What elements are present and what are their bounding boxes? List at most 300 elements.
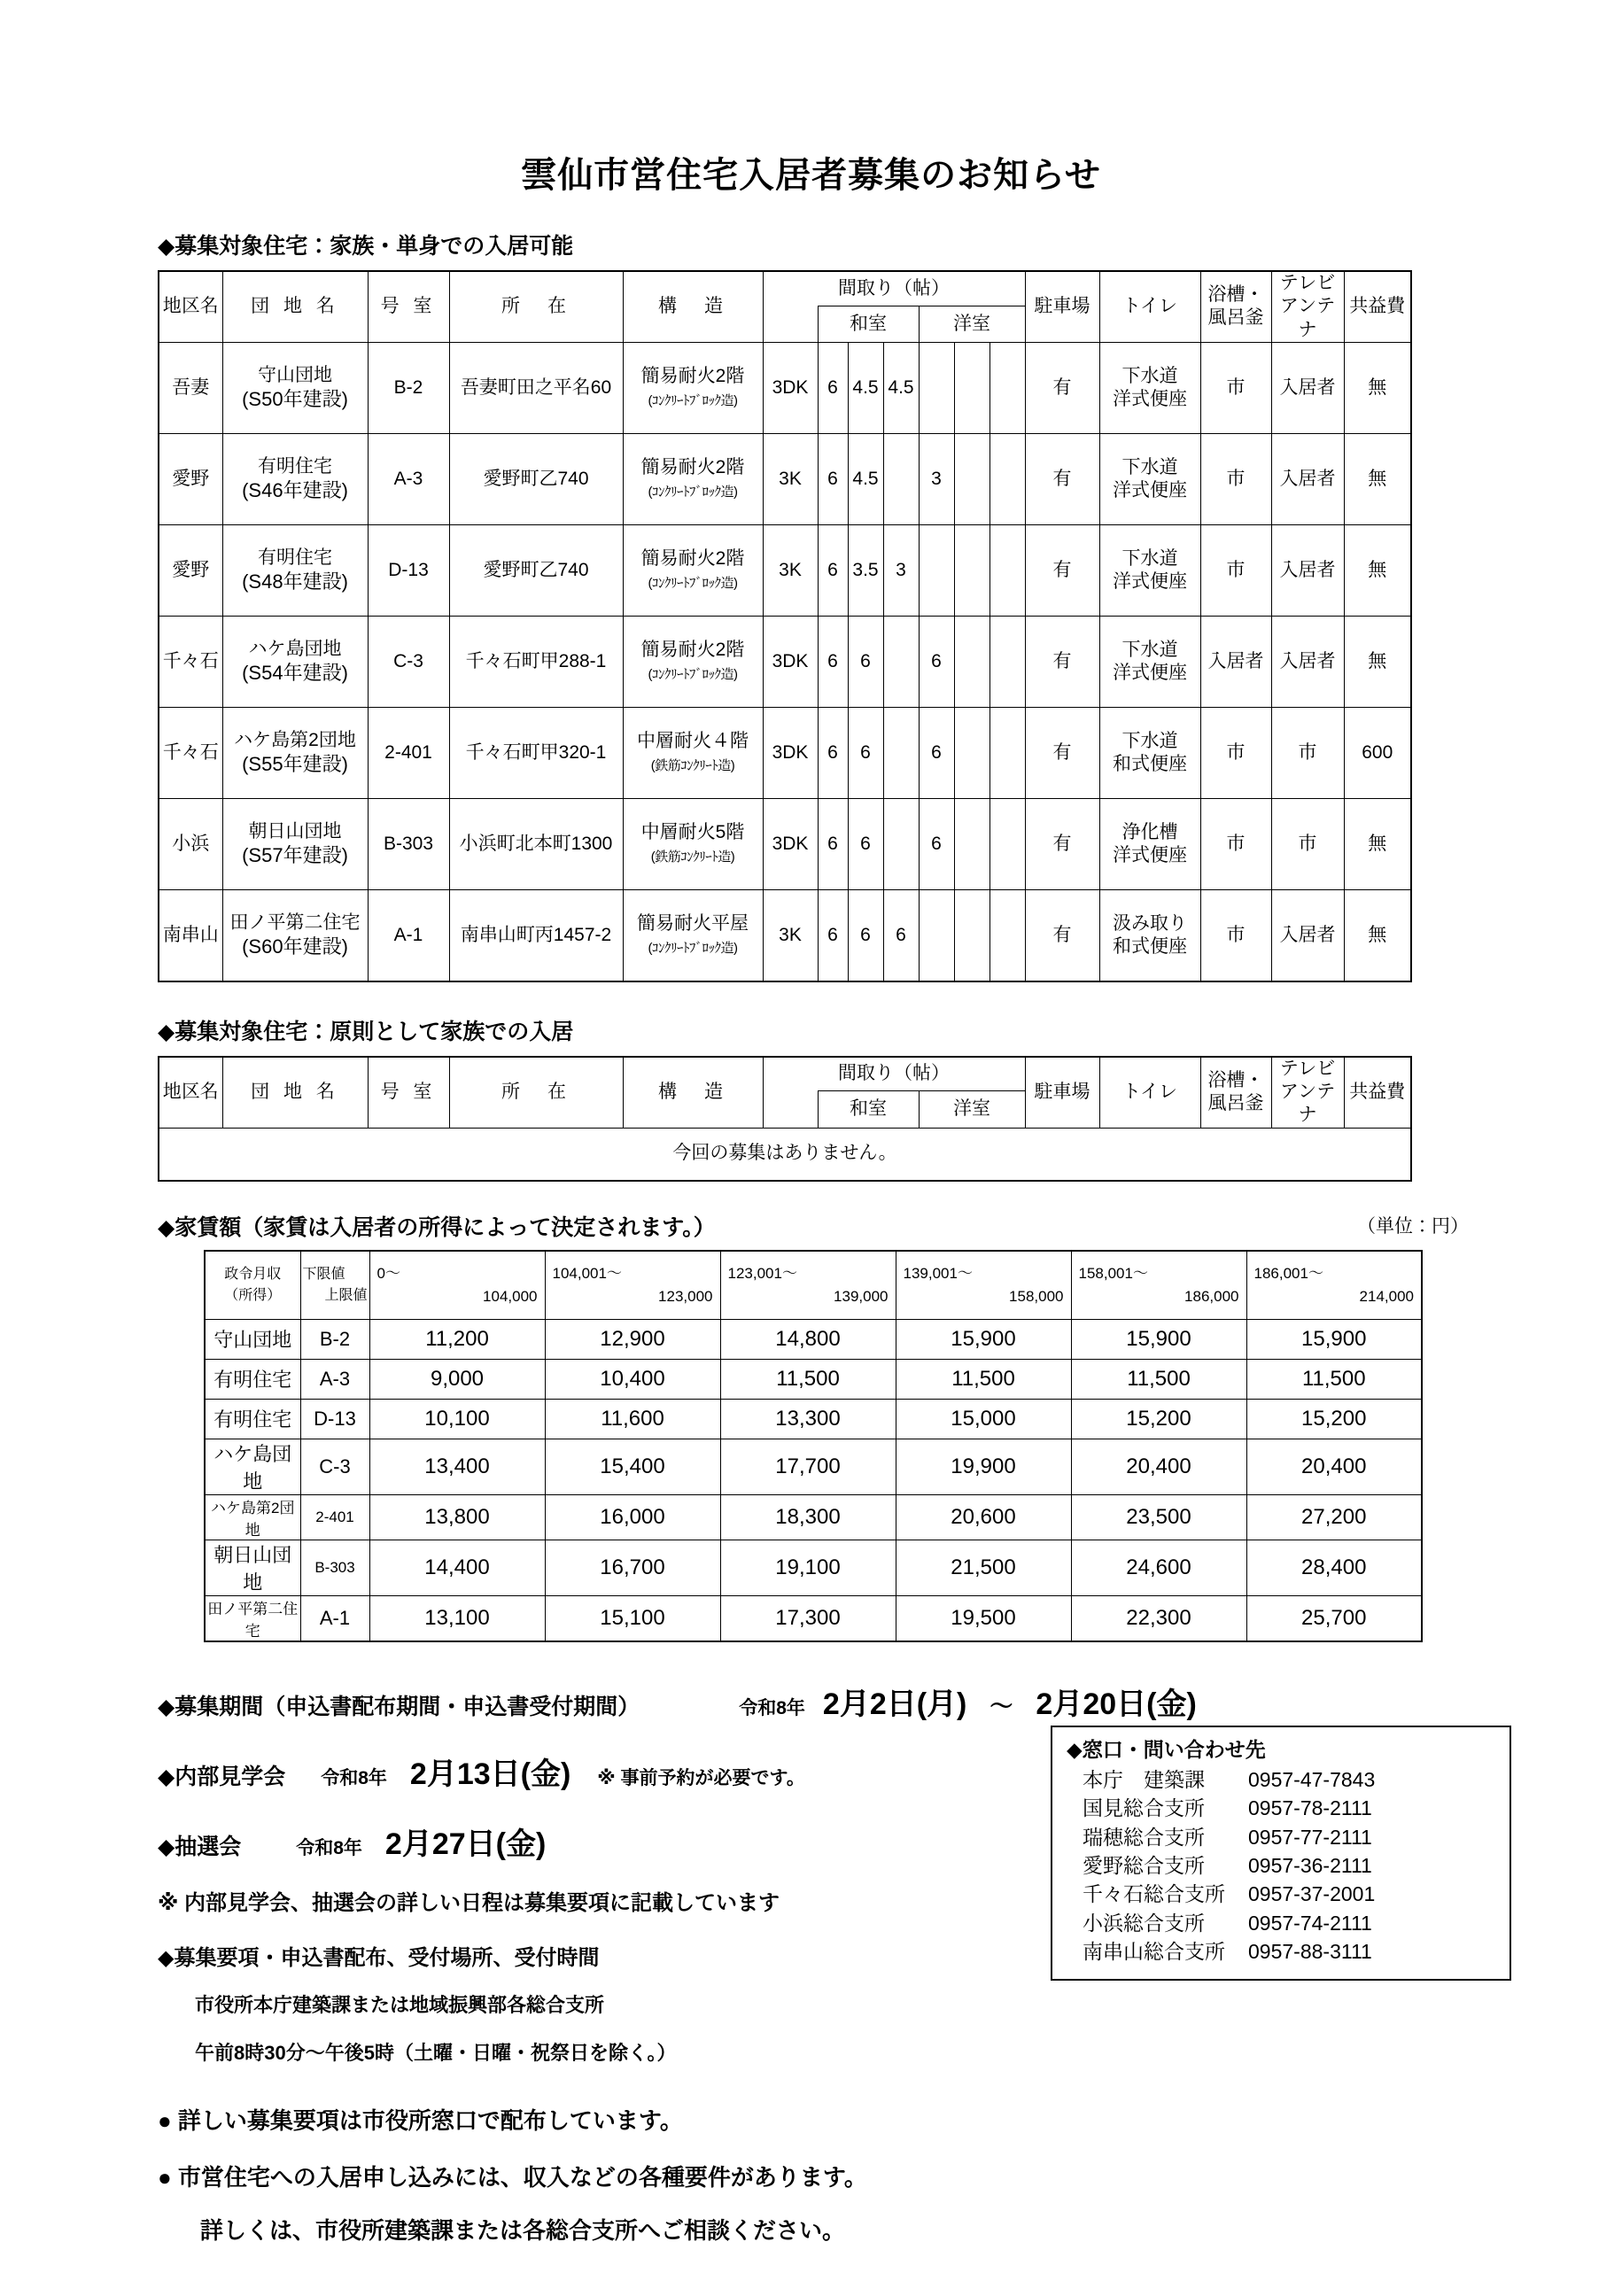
cell-tv-antenna: 入居者 bbox=[1271, 433, 1344, 524]
col2-layout-group: 間取り（帖） bbox=[763, 1057, 1025, 1091]
rent-value-1: 13,800 bbox=[369, 1494, 545, 1540]
housing-table-family-only bbox=[158, 1056, 1412, 1182]
bracket-lower: 104,001～ bbox=[552, 1265, 622, 1282]
rent-value-2: 15,100 bbox=[545, 1595, 720, 1641]
col-complex: 団 地 名 bbox=[222, 271, 368, 342]
rent-bracket-6 bbox=[1246, 1251, 1422, 1320]
toilet-sewage: 汲み取り bbox=[1113, 912, 1187, 934]
cell-complex-name bbox=[222, 707, 368, 798]
application-heading: ◆募集要項・申込書配布、受付場所、受付時間 bbox=[158, 1945, 600, 1970]
rent-value-3: 11,500 bbox=[720, 1359, 896, 1399]
rent-complex-name: ハケ島第2団地 bbox=[205, 1494, 300, 1540]
cell-room-no: 2-401 bbox=[368, 707, 449, 798]
notice-distribution: ● 詳しい募集要項は市役所窓口で配布しています。 bbox=[158, 2106, 683, 2134]
contact-row bbox=[1067, 1765, 1375, 1794]
col-tv-line1: テレビ bbox=[1279, 273, 1336, 293]
cell-common-fee: 無 bbox=[1344, 616, 1411, 707]
contact-phone[interactable]: 0957-88-3111 bbox=[1248, 1940, 1372, 1964]
cell-washitsu-3: 6 bbox=[883, 889, 919, 981]
contact-office: 愛野総合支所 bbox=[1083, 1854, 1205, 1878]
cell-room-no: A-3 bbox=[368, 433, 449, 524]
structure-type: 中層耐火5階 bbox=[640, 821, 745, 842]
rent-value-4: 15,000 bbox=[896, 1399, 1071, 1439]
cell-district: 小浜 bbox=[159, 798, 222, 889]
cell-district: 愛野 bbox=[159, 524, 222, 616]
rent-limit-lower: 下限値 bbox=[302, 1267, 345, 1283]
bracket-lower: 139,001～ bbox=[903, 1265, 973, 1282]
cell-bath: 市 bbox=[1200, 798, 1271, 889]
cell-layout: 3K bbox=[763, 433, 818, 524]
cell-common-fee: 無 bbox=[1344, 889, 1411, 981]
col2-common-fee: 共益費 bbox=[1344, 1057, 1411, 1128]
bracket-upper: 214,000 bbox=[1359, 1287, 1414, 1305]
cell-common-fee: 無 bbox=[1344, 798, 1411, 889]
rent-bracket-5 bbox=[1071, 1251, 1246, 1320]
cell-address: 千々石町甲288-1 bbox=[449, 616, 623, 707]
cell-washitsu-1: 6 bbox=[818, 524, 848, 616]
application-period-era: 令和8年 bbox=[739, 1697, 805, 1718]
rent-value-6: 28,400 bbox=[1246, 1540, 1422, 1595]
cell-room-no: A-1 bbox=[368, 889, 449, 981]
col-address: 所 在 bbox=[449, 271, 623, 342]
cell-district: 愛野 bbox=[159, 433, 222, 524]
col-structure: 構 造 bbox=[623, 271, 763, 342]
rent-value-1: 9,000 bbox=[369, 1359, 545, 1399]
rent-corner-line1: 政令月収 bbox=[224, 1267, 282, 1283]
col-common-fee: 共益費 bbox=[1344, 271, 1411, 342]
cell-district: 千々石 bbox=[159, 616, 222, 707]
contact-row bbox=[1067, 1851, 1375, 1880]
open-house-label: ◆内部見学会 bbox=[158, 1764, 286, 1789]
col-bath-line1: 浴槽・ bbox=[1207, 284, 1264, 306]
rent-value-1: 14,400 bbox=[369, 1540, 545, 1595]
page-title: 雲仙市営住宅入居者募集のお知らせ bbox=[521, 156, 1101, 195]
toilet-sewage: 下水道 bbox=[1121, 730, 1178, 751]
cell-bath: 市 bbox=[1200, 707, 1271, 798]
rent-room-no: A-3 bbox=[300, 1359, 369, 1399]
rent-corner-line2: （所得） bbox=[224, 1287, 282, 1303]
rent-value-5: 15,900 bbox=[1071, 1319, 1246, 1359]
cell-bath: 市 bbox=[1200, 889, 1271, 981]
col-district: 地区名 bbox=[159, 271, 222, 342]
complex-name: ハケ島団地 bbox=[248, 638, 342, 659]
table-row bbox=[159, 889, 1411, 981]
contact-office: 千々石総合支所 bbox=[1083, 1882, 1225, 1906]
cell-yoshitsu-1: 6 bbox=[919, 707, 954, 798]
table-row bbox=[159, 524, 1411, 616]
section-heading-family-only: ◆募集対象住宅：原則として家族での入居 bbox=[158, 1019, 574, 1044]
complex-name: 守山団地 bbox=[258, 364, 332, 385]
toilet-type: 和式便座 bbox=[1113, 753, 1187, 774]
table-row bbox=[205, 1359, 1422, 1399]
table-row bbox=[159, 342, 1411, 433]
cell-structure bbox=[623, 616, 763, 707]
col-washitsu: 和室 bbox=[818, 306, 919, 342]
table-row bbox=[159, 798, 1411, 889]
cell-layout: 3DK bbox=[763, 616, 818, 707]
rent-room-no: A-1 bbox=[300, 1595, 369, 1641]
cell-yoshitsu-3 bbox=[989, 342, 1025, 433]
contact-row bbox=[1067, 1880, 1375, 1908]
cell-complex-name bbox=[222, 616, 368, 707]
contact-office: 瑞穂総合支所 bbox=[1083, 1825, 1205, 1849]
cell-complex-name bbox=[222, 524, 368, 616]
contact-phone[interactable]: 0957-37-2001 bbox=[1248, 1882, 1376, 1906]
cell-toilet bbox=[1099, 889, 1200, 981]
toilet-type: 洋式便座 bbox=[1113, 844, 1187, 865]
table-row bbox=[205, 1494, 1422, 1540]
cell-room-no: C-3 bbox=[368, 616, 449, 707]
rent-value-2: 16,000 bbox=[545, 1494, 720, 1540]
rent-value-4: 19,500 bbox=[896, 1595, 1071, 1641]
cell-toilet bbox=[1099, 433, 1200, 524]
cell-toilet bbox=[1099, 798, 1200, 889]
structure-material: (鉄筋ｺﾝｸﾘｰﾄ造) bbox=[650, 849, 735, 865]
rent-value-6: 15,900 bbox=[1246, 1319, 1422, 1359]
table-row bbox=[205, 1319, 1422, 1359]
housing-table-family-single bbox=[158, 270, 1412, 982]
rent-value-4: 15,900 bbox=[896, 1319, 1071, 1359]
bracket-lower: 123,001～ bbox=[727, 1265, 797, 1282]
open-house-era: 令和8年 bbox=[321, 1767, 387, 1788]
table-row bbox=[205, 1540, 1422, 1595]
complex-year: (S55年建設) bbox=[242, 752, 348, 775]
structure-type: 簡易耐火2階 bbox=[640, 456, 745, 477]
cell-washitsu-1: 6 bbox=[818, 889, 848, 981]
cell-yoshitsu-2 bbox=[954, 707, 989, 798]
col-yoshitsu: 洋室 bbox=[919, 306, 1025, 342]
cell-yoshitsu-1 bbox=[919, 889, 954, 981]
col2-bath-line1: 浴槽・ bbox=[1207, 1069, 1264, 1090]
no-listings-message: 今回の募集はありません。 bbox=[159, 1128, 1411, 1181]
col2-structure: 構 造 bbox=[623, 1057, 763, 1128]
rent-value-6: 27,200 bbox=[1246, 1494, 1422, 1540]
application-place: 市役所本庁建築課または地域振興部各総合支所 bbox=[195, 1993, 605, 2016]
cell-washitsu-3: 3 bbox=[883, 524, 919, 616]
cell-washitsu-1: 6 bbox=[818, 707, 848, 798]
cell-common-fee: 無 bbox=[1344, 433, 1411, 524]
cell-structure bbox=[623, 889, 763, 981]
cell-district: 千々石 bbox=[159, 707, 222, 798]
cell-yoshitsu-1 bbox=[919, 524, 954, 616]
complex-name: 有明住宅 bbox=[258, 547, 332, 568]
contact-phone[interactable]: 0957-74-2111 bbox=[1248, 1911, 1372, 1935]
col2-yoshitsu: 洋室 bbox=[919, 1091, 1025, 1128]
cell-yoshitsu-1: 6 bbox=[919, 798, 954, 889]
cell-yoshitsu-2 bbox=[954, 342, 989, 433]
cell-complex-name bbox=[222, 798, 368, 889]
contact-row bbox=[1067, 1794, 1375, 1822]
cell-washitsu-3 bbox=[883, 433, 919, 524]
cell-layout: 3K bbox=[763, 524, 818, 616]
cell-layout: 3DK bbox=[763, 798, 818, 889]
rent-value-2: 12,900 bbox=[545, 1319, 720, 1359]
toilet-sewage: 下水道 bbox=[1121, 456, 1178, 477]
cell-washitsu-2: 6 bbox=[848, 707, 883, 798]
rent-room-no: C-3 bbox=[300, 1439, 369, 1494]
rent-value-5: 11,500 bbox=[1071, 1359, 1246, 1399]
cell-structure bbox=[623, 707, 763, 798]
notice-consult: 詳しくは、市役所建築課または各総合支所へご相談ください。 bbox=[200, 2216, 846, 2244]
cell-address: 愛野町乙740 bbox=[449, 433, 623, 524]
notice-requirements: ● 市営住宅への入居申し込みには、収入などの各種要件があります。 bbox=[158, 2163, 867, 2191]
period-tilde: ～ bbox=[989, 1692, 1013, 1719]
cell-washitsu-2: 4.5 bbox=[848, 342, 883, 433]
complex-name: 有明住宅 bbox=[258, 455, 332, 477]
contact-row bbox=[1067, 1909, 1375, 1937]
cell-yoshitsu-2 bbox=[954, 616, 989, 707]
rent-complex-name: ハケ島団地 bbox=[205, 1439, 300, 1494]
col2-district: 地区名 bbox=[159, 1057, 222, 1128]
toilet-type: 洋式便座 bbox=[1113, 662, 1187, 683]
rent-value-6: 15,200 bbox=[1246, 1399, 1422, 1439]
cell-yoshitsu-2 bbox=[954, 889, 989, 981]
complex-year: (S60年建設) bbox=[242, 935, 348, 958]
col2-tv-antenna bbox=[1271, 1057, 1344, 1128]
rent-value-1: 11,200 bbox=[369, 1319, 545, 1359]
table-row bbox=[159, 616, 1411, 707]
bracket-upper: 186,000 bbox=[1184, 1287, 1239, 1305]
cell-washitsu-1: 6 bbox=[818, 342, 848, 433]
contact-box bbox=[1051, 1726, 1511, 1981]
cell-parking: 有 bbox=[1025, 342, 1099, 433]
cell-district: 吾妻 bbox=[159, 342, 222, 433]
cell-washitsu-1: 6 bbox=[818, 433, 848, 524]
cell-common-fee: 無 bbox=[1344, 342, 1411, 433]
cell-complex-name bbox=[222, 433, 368, 524]
col-parking: 駐車場 bbox=[1025, 271, 1099, 342]
rent-limit-label bbox=[300, 1251, 369, 1320]
table-row bbox=[159, 433, 1411, 524]
cell-yoshitsu-2 bbox=[954, 433, 989, 524]
cell-yoshitsu-3 bbox=[989, 707, 1025, 798]
complex-name: 田ノ平第二住宅 bbox=[229, 911, 361, 933]
cell-room-no: B-2 bbox=[368, 342, 449, 433]
rent-bracket-2 bbox=[545, 1251, 720, 1320]
rent-complex-name: 有明住宅 bbox=[205, 1399, 300, 1439]
contact-office: 国見総合支所 bbox=[1083, 1796, 1205, 1820]
rent-corner-label bbox=[205, 1251, 300, 1320]
application-period-label: ◆募集期間（申込書配布期間・申込書受付期間） bbox=[158, 1694, 640, 1719]
rent-bracket-1 bbox=[369, 1251, 545, 1320]
cell-toilet bbox=[1099, 616, 1200, 707]
cell-tv-antenna: 入居者 bbox=[1271, 616, 1344, 707]
cell-bath: 入居者 bbox=[1200, 616, 1271, 707]
rent-room-no: B-2 bbox=[300, 1319, 369, 1359]
contact-phone[interactable]: 0957-36-2111 bbox=[1248, 1854, 1372, 1878]
rent-value-1: 10,100 bbox=[369, 1399, 545, 1439]
rent-limit-upper: 上限値 bbox=[324, 1287, 368, 1303]
rent-value-6: 25,700 bbox=[1246, 1595, 1422, 1641]
cell-complex-name bbox=[222, 889, 368, 981]
cell-parking: 有 bbox=[1025, 707, 1099, 798]
application-period-row bbox=[158, 1679, 1622, 1723]
complex-year: (S46年建設) bbox=[242, 478, 348, 501]
cell-layout: 3DK bbox=[763, 707, 818, 798]
toilet-type: 洋式便座 bbox=[1113, 479, 1187, 500]
structure-material: (ｺﾝｸﾘｰﾄﾌﾞﾛｯｸ造) bbox=[648, 666, 738, 682]
cell-toilet bbox=[1099, 707, 1200, 798]
cell-parking: 有 bbox=[1025, 889, 1099, 981]
cell-room-no: B-303 bbox=[368, 798, 449, 889]
cell-washitsu-3 bbox=[883, 707, 919, 798]
col2-washitsu: 和室 bbox=[818, 1091, 919, 1128]
cell-washitsu-2: 6 bbox=[848, 889, 883, 981]
cell-address: 愛野町乙740 bbox=[449, 524, 623, 616]
rent-bracket-3 bbox=[720, 1251, 896, 1320]
cell-yoshitsu-1: 6 bbox=[919, 616, 954, 707]
cell-washitsu-3 bbox=[883, 798, 919, 889]
rent-value-1: 13,400 bbox=[369, 1439, 545, 1494]
rent-value-3: 17,700 bbox=[720, 1439, 896, 1494]
complex-name: ハケ島第2団地 bbox=[234, 729, 356, 750]
rent-value-5: 15,200 bbox=[1071, 1399, 1246, 1439]
complex-year: (S50年建設) bbox=[242, 387, 348, 410]
toilet-type: 洋式便座 bbox=[1113, 388, 1187, 409]
rent-value-5: 23,500 bbox=[1071, 1494, 1246, 1540]
cell-toilet bbox=[1099, 524, 1200, 616]
bracket-lower: 158,001～ bbox=[1078, 1265, 1148, 1282]
toilet-sewage: 浄化槽 bbox=[1121, 821, 1178, 842]
table-row bbox=[205, 1595, 1422, 1641]
contact-phone[interactable]: 0957-47-7843 bbox=[1248, 1768, 1376, 1792]
rent-value-3: 13,300 bbox=[720, 1399, 896, 1439]
complex-name: 朝日山団地 bbox=[248, 820, 342, 842]
application-period-end: 2月20日(金) bbox=[1036, 1687, 1197, 1721]
rent-heading: ◆家賃額（家賃は入居者の所得によって決定されます。） bbox=[158, 1214, 716, 1240]
col2-bath bbox=[1200, 1057, 1271, 1128]
cell-washitsu-2: 4.5 bbox=[848, 433, 883, 524]
schedule-detail-note: ※ 内部見学会、抽選会の詳しい日程は募集要項に記載しています bbox=[158, 1890, 780, 1915]
structure-type: 簡易耐火2階 bbox=[640, 639, 745, 660]
contact-office: 本庁 建築課 bbox=[1083, 1768, 1205, 1792]
cell-washitsu-2: 3.5 bbox=[848, 524, 883, 616]
rent-unit-note: （単位：円） bbox=[1357, 1215, 1469, 1237]
contact-list bbox=[1067, 1765, 1375, 1966]
lottery-era: 令和8年 bbox=[296, 1837, 362, 1858]
cell-address: 小浜町北本町1300 bbox=[449, 798, 623, 889]
rent-complex-name: 朝日山団地 bbox=[205, 1540, 300, 1595]
col2-toilet: トイレ bbox=[1099, 1057, 1200, 1128]
application-hours: 午前8時30分～午後5時（土曜・日曜・祝祭日を除く。） bbox=[195, 2041, 677, 2064]
structure-type: 簡易耐火平屋 bbox=[637, 912, 749, 934]
rent-value-4: 11,500 bbox=[896, 1359, 1071, 1399]
rent-room-no: B-303 bbox=[300, 1540, 369, 1595]
open-house-note: ※ 事前予約が必要です。 bbox=[597, 1767, 805, 1788]
cell-parking: 有 bbox=[1025, 798, 1099, 889]
contact-row bbox=[1067, 1937, 1375, 1966]
cell-address: 南串山町丙1457-2 bbox=[449, 889, 623, 981]
cell-yoshitsu-3 bbox=[989, 616, 1025, 707]
cell-tv-antenna: 入居者 bbox=[1271, 524, 1344, 616]
cell-yoshitsu-3 bbox=[989, 433, 1025, 524]
section-heading-family-single: ◆募集対象住宅：家族・単身での入居可能 bbox=[158, 234, 574, 259]
rent-value-6: 11,500 bbox=[1246, 1359, 1422, 1399]
toilet-sewage: 下水道 bbox=[1121, 547, 1178, 569]
toilet-type: 洋式便座 bbox=[1113, 570, 1187, 592]
cell-parking: 有 bbox=[1025, 524, 1099, 616]
cell-yoshitsu-3 bbox=[989, 798, 1025, 889]
col-tv-antenna bbox=[1271, 271, 1344, 342]
col-bath-line2: 風呂釜 bbox=[1207, 307, 1264, 329]
cell-parking: 有 bbox=[1025, 433, 1099, 524]
cell-bath: 市 bbox=[1200, 524, 1271, 616]
rent-value-5: 24,600 bbox=[1071, 1540, 1246, 1595]
col2-tv-line1: テレビ bbox=[1279, 1058, 1336, 1079]
complex-year: (S48年建設) bbox=[242, 570, 348, 593]
col-toilet: トイレ bbox=[1099, 271, 1200, 342]
bracket-lower: 0～ bbox=[376, 1265, 400, 1282]
cell-parking: 有 bbox=[1025, 616, 1099, 707]
cell-washitsu-2: 6 bbox=[848, 798, 883, 889]
col-bath bbox=[1200, 271, 1271, 342]
cell-washitsu-1: 6 bbox=[818, 798, 848, 889]
col2-room-no: 号 室 bbox=[368, 1057, 449, 1128]
rent-value-1: 13,100 bbox=[369, 1595, 545, 1641]
cell-yoshitsu-1: 3 bbox=[919, 433, 954, 524]
cell-tv-antenna: 市 bbox=[1271, 798, 1344, 889]
rent-value-6: 20,400 bbox=[1246, 1439, 1422, 1494]
lottery-date: 2月27日(金) bbox=[384, 1827, 547, 1861]
rent-table bbox=[204, 1250, 1423, 1642]
contact-row bbox=[1067, 1823, 1375, 1851]
lottery-label: ◆抽選会 bbox=[158, 1834, 242, 1859]
cell-washitsu-1: 6 bbox=[818, 616, 848, 707]
rent-value-4: 19,900 bbox=[896, 1439, 1071, 1494]
cell-common-fee: 無 bbox=[1344, 524, 1411, 616]
cell-tv-antenna: 入居者 bbox=[1271, 342, 1344, 433]
cell-layout: 3K bbox=[763, 889, 818, 981]
col2-bath-line2: 風呂釜 bbox=[1207, 1093, 1264, 1114]
bracket-upper: 104,000 bbox=[483, 1287, 538, 1305]
rent-value-2: 10,400 bbox=[545, 1359, 720, 1399]
cell-structure bbox=[623, 433, 763, 524]
bracket-upper: 123,000 bbox=[658, 1287, 713, 1305]
cell-yoshitsu-3 bbox=[989, 524, 1025, 616]
col2-tv-line2: アンテナ bbox=[1279, 1082, 1336, 1126]
rent-value-3: 18,300 bbox=[720, 1494, 896, 1540]
complex-year: (S54年建設) bbox=[242, 661, 348, 684]
bracket-lower: 186,001～ bbox=[1253, 1265, 1323, 1282]
cell-washitsu-3: 4.5 bbox=[883, 342, 919, 433]
cell-bath: 市 bbox=[1200, 433, 1271, 524]
cell-room-no: D-13 bbox=[368, 524, 449, 616]
rent-value-3: 17,300 bbox=[720, 1595, 896, 1641]
cell-structure bbox=[623, 798, 763, 889]
contact-phone[interactable]: 0957-78-2111 bbox=[1248, 1796, 1372, 1820]
rent-value-3: 14,800 bbox=[720, 1319, 896, 1359]
bracket-upper: 158,000 bbox=[1009, 1287, 1064, 1305]
structure-material: (ｺﾝｸﾘｰﾄﾌﾞﾛｯｸ造) bbox=[648, 575, 738, 591]
cell-washitsu-3 bbox=[883, 616, 919, 707]
rent-value-2: 15,400 bbox=[545, 1439, 720, 1494]
structure-type: 簡易耐火2階 bbox=[640, 547, 745, 569]
contact-office: 小浜総合支所 bbox=[1083, 1911, 1205, 1935]
col-layout-group: 間取り（帖） bbox=[763, 271, 1025, 306]
col2-complex: 団 地 名 bbox=[222, 1057, 368, 1128]
contact-phone[interactable]: 0957-77-2111 bbox=[1248, 1825, 1372, 1849]
toilet-sewage: 下水道 bbox=[1121, 639, 1178, 660]
rent-room-no: D-13 bbox=[300, 1399, 369, 1439]
structure-type: 簡易耐火2階 bbox=[640, 365, 745, 386]
toilet-type: 和式便座 bbox=[1113, 935, 1187, 957]
rent-bracket-4 bbox=[896, 1251, 1071, 1320]
col2-parking: 駐車場 bbox=[1025, 1057, 1099, 1128]
cell-common-fee: 600 bbox=[1344, 707, 1411, 798]
cell-bath: 市 bbox=[1200, 342, 1271, 433]
cell-structure bbox=[623, 342, 763, 433]
rent-value-2: 11,600 bbox=[545, 1399, 720, 1439]
